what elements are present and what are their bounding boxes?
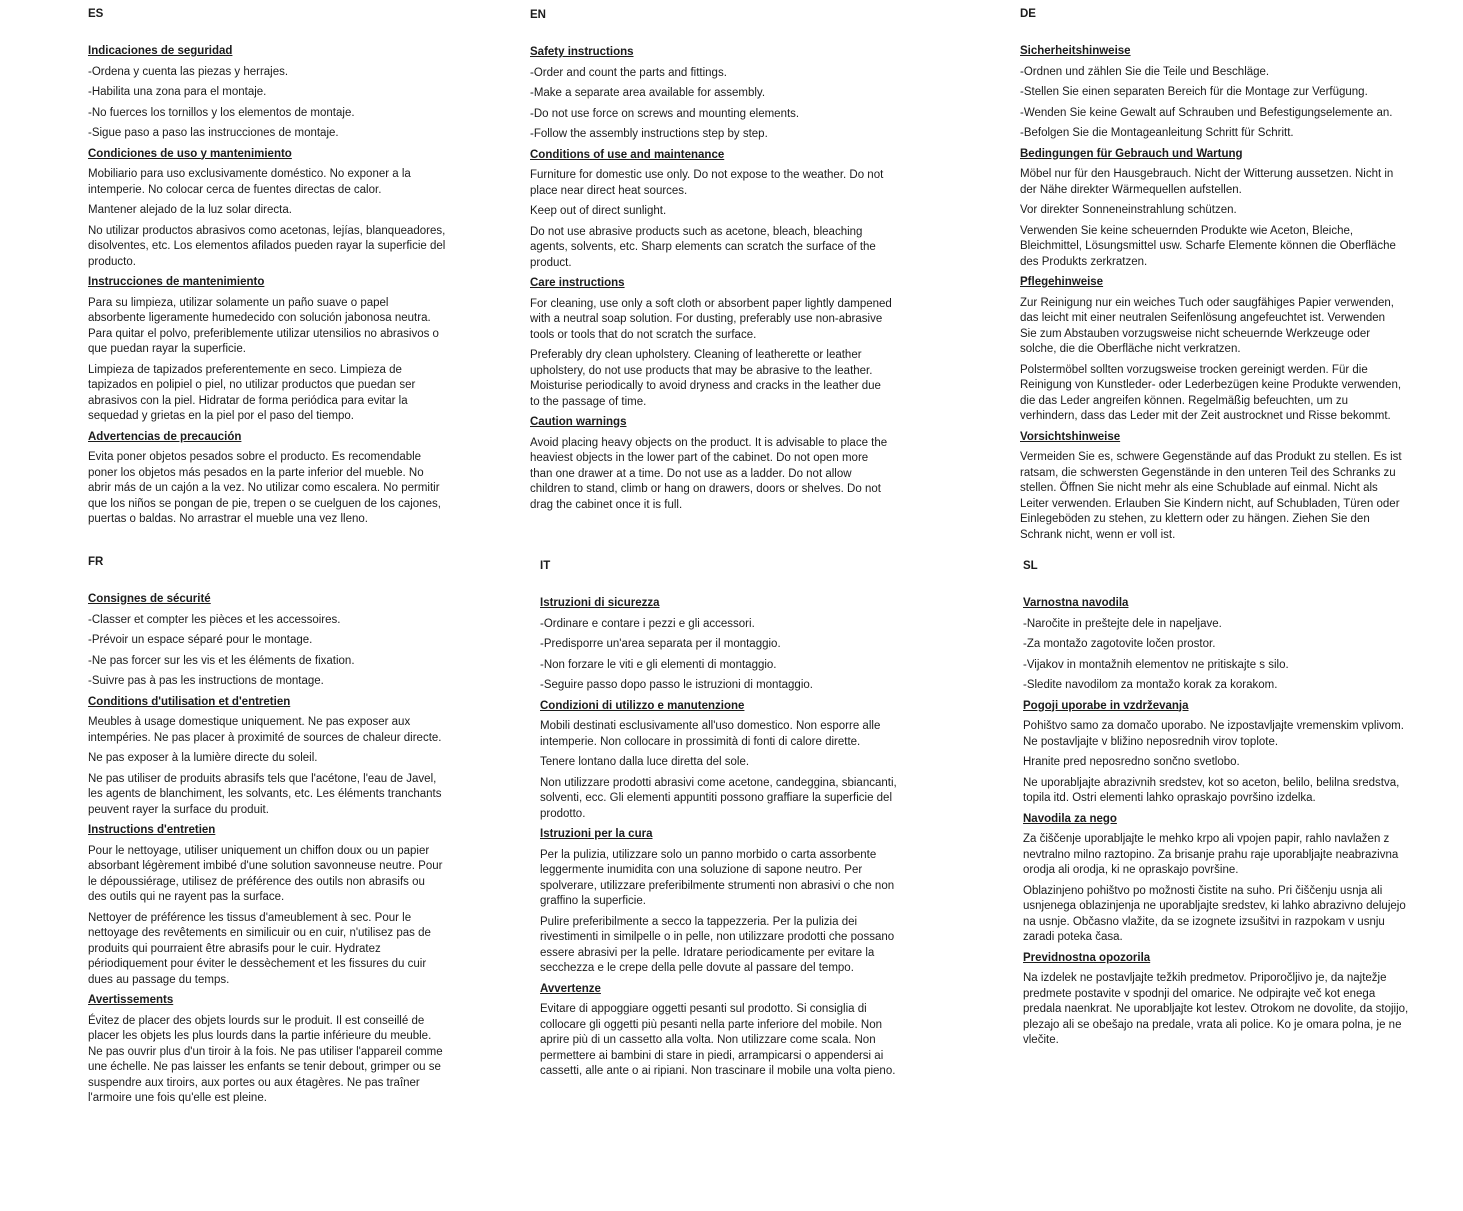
language-code: SL [1023, 560, 1038, 572]
section [1023, 596, 1415, 694]
paragraph: Limpieza de tapizados preferentemente en seco. Limpieza de tapizados en polipiel o piel, no utilizar productos que puedan ser abrasivos con la piel. Hidratar de forma periódica para evitar la sequedad y grietas en la piel por el paso del tiempo. [88, 363, 416, 422]
paragraph: Mantener alejado de la luz solar directa. [88, 204, 292, 216]
paragraph: -Habilita una zona para el montaje. [88, 86, 267, 98]
paragraph: Ne pas exposer à la lumière directe du soleil. [88, 752, 318, 764]
paragraph: Nettoyer de préférence les tissus d'ameublement à sec. Pour le nettoyage des revêtements en similicuir ou en cuir, n'utilisez pas de produits qui pourraient être abrasifs pour le cuir. Hydratez périodiquement pour éviter le dessèchement et les fissures du cuir dues au passage du temps. [88, 911, 431, 986]
paragraph: Ne uporabljajte abrazivnih sredstev, kot so aceton, belilo, belilna sredstva, topila itd. Ostri elementi lahko opraskajo površino izdelka. [1023, 776, 1400, 804]
paragraph: -Ordena y cuenta las piezas y herrajes. [88, 65, 289, 78]
section-heading: Consignes de sécurité [88, 593, 211, 605]
section-heading: Previdnostna opozorila [1023, 951, 1151, 964]
paragraph: Mobili destinati esclusivamente all'uso domestico. Non esporre alle intemperie. Non collocare in prossimità di fonti di calore dirette. [540, 720, 881, 748]
paragraph: -Vijakov in montažnih elementov ne pritiskajte s silo. [1023, 658, 1289, 671]
section-heading: Indicaciones de seguridad [88, 45, 233, 57]
paragraph: Non utilizzare prodotti abrasivi come acetone, candeggina, sbiancanti, solventi, ecc. Gli elementi appuntiti possono graffiare la superficie del prodotto. [540, 776, 897, 820]
paragraph: -Non forzare le viti e gli elementi di montaggio. [540, 658, 777, 671]
language-code: FR [88, 556, 104, 568]
section [88, 44, 446, 142]
section-heading: Condizioni di utilizzo e manutenzione [540, 699, 745, 712]
section-heading: Avvertenze [540, 982, 601, 995]
section-heading: Pflegehinweise [1020, 276, 1104, 288]
paragraph: -Ne pas forcer sur les vis et les éléments de fixation. [88, 654, 355, 667]
section [1020, 275, 1404, 425]
section [530, 148, 893, 272]
paragraph: Zur Reinigung nur ein weiches Tuch oder saugfähiges Papier verwenden, das leicht mit einer neutralen Seifenlösung angefeuchtet ist. Verwenden Sie zum Abstauben vorzugsweise nicht scheuernde Werkzeuge oder solche, die die Oberfläche nicht verkratzen. [1020, 296, 1394, 355]
paragraph: -No fuerces los tornillos y los elementos de montaje. [88, 106, 355, 119]
paragraph: -Za montažo zagotovite ločen prostor. [1023, 638, 1216, 650]
paragraph: Na izdelek ne postavljajte težkih predmetov. Priporočljivo je, da najtežje predmete postavite v spodnji del omarice. Ne odpirajte več kot enega predala naenkrat. Ne uporabljajte kot lestev. Otrokom ne dovolite, da stojijo, plezajo ali se obešajo na predale, vrata ali police. Ko je omara polna, je ne vlečite. [1023, 972, 1409, 1046]
paragraph: -Sledite navodilom za montažo korak za korakom. [1023, 679, 1278, 691]
section-heading: Vorsichtshinweise [1020, 430, 1121, 443]
section [540, 596, 902, 694]
paragraph: Vermeiden Sie es, schwere Gegenstände auf das Produkt zu stellen. Es ist ratsam, die schwersten Gegenstände in den unteren Teil des Schranks zu stellen. Öffnen Sie nicht mehr als eine Schublade auf einmal. Nicht als Leiter verwenden. Erlauben Sie Kindern nicht, auf Schubladen, Türen oder Einlegeböden zu stehen, zu klettern oder zu hängen. Ziehen Sie den Schrank nicht, wenn er voll ist. [1020, 451, 1402, 541]
paragraph: Furniture for domestic use only. Do not expose to the weather. Do not place near direct heat sources. [530, 169, 884, 197]
paragraph: -Classer et compter les pièces et les accessoires. [88, 613, 341, 626]
section-heading: Sicherheitshinweise [1020, 45, 1131, 57]
paragraph: Évitez de placer des objets lourds sur le produit. Il est conseillé de placer les objets les plus lourds dans la partie inférieure du meuble. Ne pas ouvrir plus d'un tiroir à la fois. Ne pas utiliser l'appareil comme une échelle. Ne pas laisser les enfants se tenir debout, grimper ou se suspendre aux tiroirs, aux portes ou aux étagères. Ne pas traîner l'armoire une fois qu'elle est pleine. [88, 1014, 443, 1104]
paragraph: -Seguire passo dopo passo le istruzioni di montaggio. [540, 679, 813, 691]
language-code: IT [540, 560, 551, 572]
paragraph: Oblazinjeno pohištvo po možnosti čistite na suho. Pri čiščenju usnja ali usnjenega oblazinjenja ne uporabljajte sredstev, ki lahko abrazivno delujejo na usnje. Občasno vlažite, da se izognete izsušitvi in razpokam v usnju zaradi poteka časa. [1023, 884, 1406, 943]
paragraph: Vor direkter Sonneneinstrahlung schützen. [1020, 204, 1237, 216]
paragraph: Polstermöbel sollten vorzugsweise trocken gereinigt werden. Für die Reinigung von Kunstleder- oder Lederbezügen keine Produkte verwenden, die das Leder angreifen können. Regelmäßig befeuchten, um zu verhindern, dass das Leder mit der Zeit austrocknet und Risse bekommt. [1020, 363, 1402, 422]
paragraph: -Ordinare e contare i pezzi e gli accessori. [540, 617, 755, 630]
paragraph: -Predisporre un'area separata per il montaggio. [540, 638, 781, 650]
paragraph: Do not use abrasive products such as acetone, bleach, bleaching agents, solvents, etc. Sharp elements can scratch the surface of the product. [530, 225, 876, 269]
language-code: DE [1020, 8, 1036, 20]
section-heading: Istruzioni di sicurezza [540, 597, 660, 609]
paragraph: Pour le nettoyage, utiliser uniquement un chiffon doux ou un papier absorbant légèrement imbibé d'une solution savonneuse neutre. Pour le dépoussiérage, utilisez de préférence des outils non abrasifs ou des outils qui ne rayent pas la surface. [88, 844, 443, 903]
paragraph: Pohištvo samo za domačo uporabo. Ne izpostavljajte vremenskim vplivom. Ne postavljajte v bližino neposrednih virov toplote. [1023, 720, 1404, 748]
language-block-de [1020, 8, 1404, 548]
section-heading: Instructions d'entretien [88, 824, 216, 836]
paragraph: Para su limpieza, utilizar solamente un paño suave o papel absorbente ligeramente humedecido con solución jabonosa neutra. Para quitar el polvo, preferiblemente utilizar utensilios no abrasivos o que puedan rayar la superficie. [88, 296, 439, 355]
paragraph: Pulire preferibilmente a secco la tappezzeria. Per la pulizia dei rivestimenti in similpelle o in pelle, non utilizzare prodotti che possano essere abrasivi per la pelle. Idratare periodicamente per evitare la secchezza e le crepe della pelle dovute al passare del tempo. [540, 915, 895, 974]
paragraph: -Sigue paso a paso las instrucciones de montaje. [88, 127, 339, 139]
paragraph: No utilizar productos abrasivos como acetonas, lejías, blanqueadores, disolventes, etc. Los elementos afilados pueden rayar la superficie del producto. [88, 224, 446, 268]
section [1023, 812, 1415, 946]
language-block-es [88, 8, 446, 533]
paragraph: Tenere lontano dalla luce diretta del sole. [540, 756, 750, 768]
paragraph: Preferably dry clean upholstery. Cleaning of leatherette or leather upholstery, do not use products that may be abrasive to the leather. Moisturise periodically to avoid dryness and cracks in the leather due to the passage of time. [530, 349, 881, 408]
section-heading: Care instructions [530, 277, 625, 289]
paragraph: Avoid placing heavy objects on the product. It is advisable to place the heaviest objects in the lower part of the cabinet. Do not open more than one drawer at a time. Do not use as a ladder. Do not allow children to stand, climb or hang on drawers, doors or shelves. Do not drag the cabinet once it is full. [530, 436, 888, 511]
paragraph: Verwenden Sie keine scheuernden Produkte wie Aceton, Bleiche, Bleichmittel, Lösungsmittel usw. Scharfe Elemente können die Oberfläche des Produkts zerkratzen. [1020, 224, 1396, 268]
section [540, 699, 902, 823]
paragraph: -Suivre pas à pas les instructions de montage. [88, 675, 324, 687]
paragraph: -Stellen Sie einen separaten Bereich für die Montage zur Verfügung. [1020, 86, 1368, 98]
section-heading: Istruzioni per la cura [540, 828, 653, 840]
section [1023, 699, 1415, 807]
section-heading: Safety instructions [530, 46, 634, 58]
paragraph: Za čiščenje uporabljajte le mehko krpo ali vpojen papir, rahlo navlažen z nevtralno milno raztopino. Za brisanje prahu raje uporabljajte neabrazivna orodja ali orodja, ki ne opraskajo površine. [1023, 833, 1399, 876]
language-block-en [530, 9, 893, 518]
section [1023, 951, 1415, 1049]
paragraph: Hranite pred neposredno sončno svetlobo. [1023, 756, 1240, 768]
paragraph: -Follow the assembly instructions step by step. [530, 128, 768, 140]
paragraph: -Make a separate area available for assembly. [530, 87, 766, 99]
language-code: ES [88, 8, 104, 20]
section [540, 827, 902, 977]
paragraph: -Wenden Sie keine Gewalt auf Schrauben und Befestigungselemente an. [1020, 106, 1393, 119]
section [530, 415, 893, 513]
paragraph: For cleaning, use only a soft cloth or absorbent paper lightly dampened with a neutral soap solution. For dusting, preferably use non-abrasive tools or tools that do not scratch the surface. [530, 297, 892, 341]
language-block-sl [1023, 560, 1415, 1054]
section [1020, 44, 1404, 142]
section [88, 430, 446, 528]
section [88, 695, 446, 819]
paragraph: -Do not use force on screws and mounting elements. [530, 107, 800, 120]
paragraph: Möbel nur für den Hausgebrauch. Nicht der Witterung aussetzen. Nicht in der Nähe direkter Wärmequellen aufstellen. [1020, 168, 1394, 196]
section [88, 275, 446, 425]
section-heading: Instrucciones de mantenimiento [88, 276, 265, 288]
paragraph: Ne pas utiliser de produits abrasifs tels que l'acétone, l'eau de Javel, les agents de blanchiment, les solvants, etc. Les éléments tranchants peuvent rayer la surface du produit. [88, 772, 442, 816]
language-block-it [540, 560, 902, 1085]
section [1020, 147, 1404, 271]
paragraph: -Befolgen Sie die Montageanleitung Schritt für Schritt. [1020, 127, 1294, 139]
section [88, 993, 446, 1107]
section [530, 276, 893, 410]
section-heading: Navodila za nego [1023, 812, 1117, 825]
section-heading: Pogoji uporabe in vzdrževanja [1023, 699, 1189, 712]
paragraph: -Naročite in preštejte dele in napeljave. [1023, 617, 1222, 630]
language-block-fr [88, 556, 446, 1112]
section [88, 592, 446, 690]
section-heading: Bedingungen für Gebrauch und Wartung [1020, 147, 1243, 160]
paragraph: Mobiliario para uso exclusivamente doméstico. No exponer a la intemperie. No colocar cerca de fuentes directas de calor. [88, 168, 411, 196]
paragraph: Per la pulizia, utilizzare solo un panno morbido o carta assorbente leggermente inumidita con una soluzione di sapone neutro. Per spolverare, utilizzare preferibilmente strumenti non abrasivi o che non graffino la superficie. [540, 848, 895, 907]
section [540, 982, 902, 1080]
section [530, 45, 893, 143]
paragraph: -Order and count the parts and fittings. [530, 66, 727, 79]
section-heading: Conditions of use and maintenance [530, 148, 725, 161]
section-heading: Conditions d'utilisation et d'entretien [88, 695, 291, 708]
section [88, 147, 446, 271]
paragraph: Keep out of direct sunlight. [530, 205, 667, 217]
section-heading: Advertencias de precaución [88, 430, 242, 443]
section-heading: Avertissements [88, 994, 174, 1006]
paragraph: Evitare di appoggiare oggetti pesanti sul prodotto. Si consiglia di collocare gli oggetti più pesanti nella parte inferiore del mobile. Non aprire più di un cassetto alla volta. Non utilizzare come scala. Non permettere ai bambini di stare in piedi, arrampicarsi o appendersi ai cassetti, alle ante o ai ripiani. Non trascinare il mobile una volta pieno. [540, 1003, 896, 1077]
section [1020, 430, 1404, 544]
paragraph: Evita poner objetos pesados sobre el producto. Es recomendable poner los objetos más pesados en la parte inferior del mueble. No abrir más de un cajón a la vez. No utilizar como escalera. No permitir que los niños se pongan de pie, trepen o se cuelguen de los cajones, puertas o baldas. No arrastrar el mueble una vez lleno. [88, 451, 441, 525]
section-heading: Varnostna navodila [1023, 597, 1129, 609]
paragraph: Meubles à usage domestique uniquement. Ne pas exposer aux intempéries. Ne pas placer à proximité de sources de chaleur directe. [88, 716, 442, 744]
paragraph: -Ordnen und zählen Sie die Teile und Beschläge. [1020, 65, 1270, 78]
language-code: EN [530, 9, 546, 21]
paragraph: -Prévoir un espace séparé pour le montage. [88, 634, 313, 646]
section-heading: Caution warnings [530, 416, 627, 428]
section-heading: Condiciones de uso y mantenimiento [88, 147, 292, 160]
section [88, 823, 446, 988]
